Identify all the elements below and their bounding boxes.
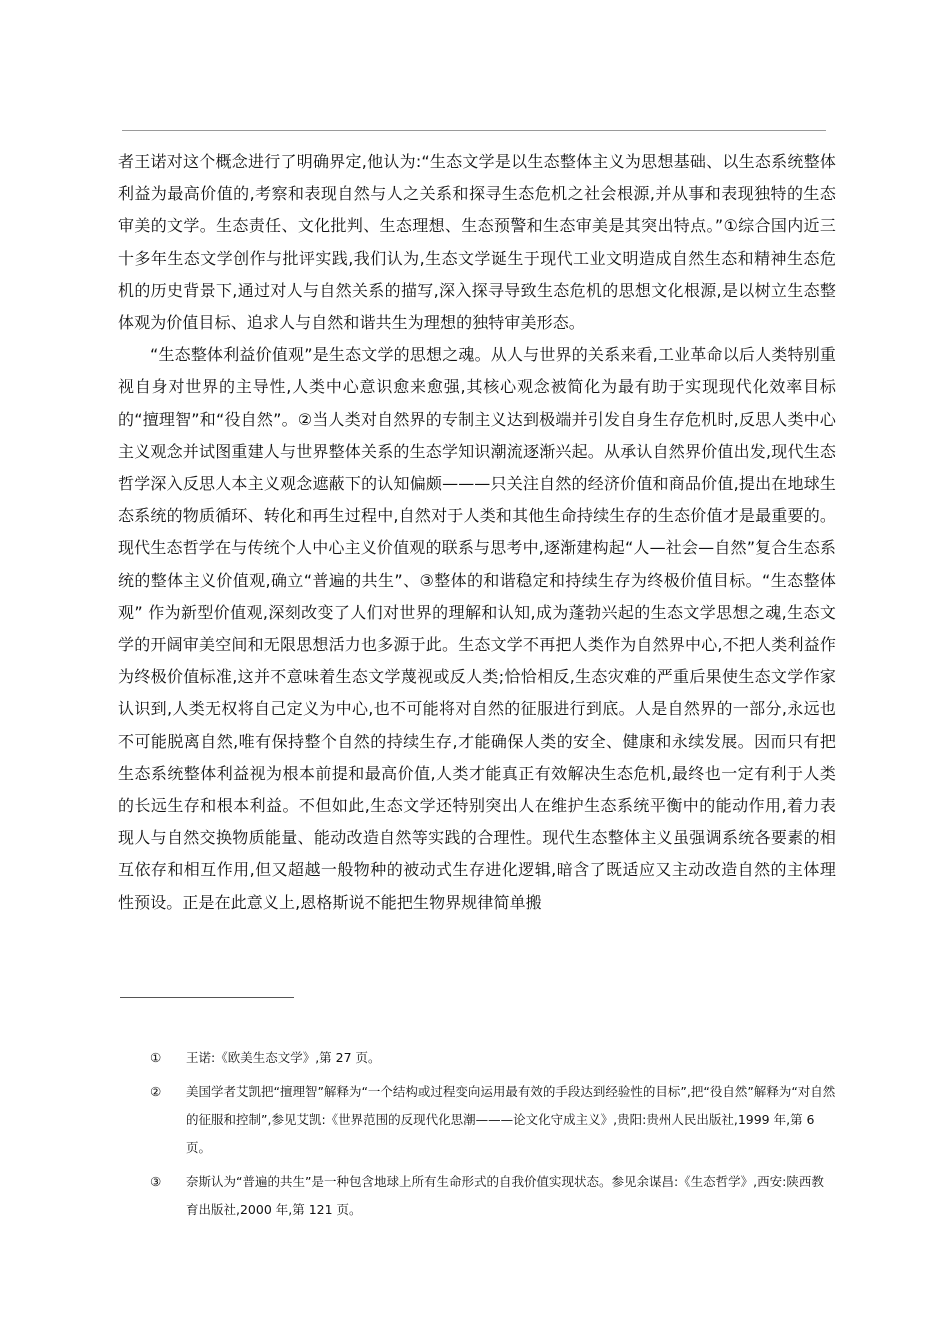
footnote-mark: ① — [150, 1050, 162, 1065]
paragraph-1: 者王诺对这个概念进行了明确界定,他认为:“生态文学是以生态整体主义为思想基础、以生态系统整体利益为最高价值的,考察和表现自然与人之关系和探寻生态危机之社会根源,并从事和表现独特的生态审美的文学。生态责任、文化批判、生态理想、生态预警和生态审美是其突出特点。”①综合国内近三十多年生态文学创作与批评实践,我们认为,生态文学诞生于现代工业文明造成自然生态和精神生态危机的历史背景下,通过对人与自然关系的描写,深入探寻导致生态危机的思想文化根源,是以树立生态整体观为价值目标、追求人与自然和谐共生为理想的独特审美形态。 — [118, 152, 836, 333]
footnotes — [146, 1044, 836, 1230]
paragraph-2: “生态整体利益价值观”是生态文学的思想之魂。从人与世界的关系来看,工业革命以后人类特别重视自身对世界的主导性,人类中心意识愈来愈强,其核心观念被简化为最有助于实现现代化效率目标的“擅理智”和“役自然”。②当人类对自然界的专制主义达到极端并引发自身生存危机时,反思人类中心主义观念并试图重建人与世界整体关系的生态学知识潮流逐渐兴起。从承认自然界价值出发,现代生态哲学深入反思人本主义观念遮蔽下的认知偏颇———只关注自然的经济价值和商品价值,提出在地球生态系统的物质循环、转化和再生过程中,自然对于人类和其他生命持续生存的生态价值才是最重要的。现代生态哲学在与传统个人中心主义价值观的联系与思考中,逐渐建构起“人—社会—自然”复合生态系统的整体主义价值观,确立“普遍的共生”、③整体的和谐稳定和持续生存为终极价值目标。“生态整体观” 作为新型价值观,深刻改变了人们对世界的理解和认知,成为蓬勃兴起的生态文学思想之魂,生态文学的开阔审美空间和无限思想活力也多源于此。生态文学不再把人类作为自然界中心,不把人类利益作为终极价值标准,这并不意味着生态文学蔑视或反人类;恰恰相反,生态灾难的严重后果使生态文学作家认识到,人类无权将自己定义为中心,也不可能将对自然的征服进行到底。人是自然界的一部分,永远也不可能脱离自然,唯有保持整个自然的持续生存,才能确保人类的安全、健康和永续发展。因而只有把生态系统整体利益视为根本前提和最高价值,人类才能真正有效解决生态危机,最终也一定有利于人类的长远生存和根本利益。不但如此,生态文学还特别突出人在维护生态系统平衡中的能动作用,着力表现人与自然交换物质能量、能动改造自然等实践的合理性。现代生态整体主义虽强调系统各要素的相互依存和相互作用,但又超越一般物种的被动式生存进化逻辑,暗含了既适应又主动改造自然的主体理性预设。正是在此意义上,恩格斯说不能把生物界规律简单搬 — [118, 345, 836, 912]
footnote-separator — [120, 997, 294, 998]
footnote-2 — [146, 1078, 836, 1162]
body-text — [118, 146, 836, 919]
footnote-3 — [146, 1168, 836, 1224]
footnote-text: 美国学者艾凯把“擅理智”解释为“一个结构或过程变向运用最有效的手段达到经验性的目标”,把“役自然”解释为“对自然的征服和控制”,参见艾凯:《世界范围的反现代化思潮———论文化守成主义》,贵阳:贵州人民出版社,1999 年,第 6 页。 — [186, 1084, 836, 1155]
header-rule — [122, 130, 826, 131]
footnote-1 — [146, 1044, 836, 1072]
footnote-mark: ② — [150, 1084, 162, 1099]
footnote-text: 奈斯认为“普遍的共生”是一种包含地球上所有生命形式的自我价值实现状态。参见余谋昌:《生态哲学》,西安:陕西教育出版社,2000 年,第 121 页。 — [186, 1174, 824, 1217]
footnote-text: 王诺:《欧美生态文学》,第 27 页。 — [186, 1050, 381, 1065]
footnote-mark: ③ — [150, 1174, 162, 1189]
